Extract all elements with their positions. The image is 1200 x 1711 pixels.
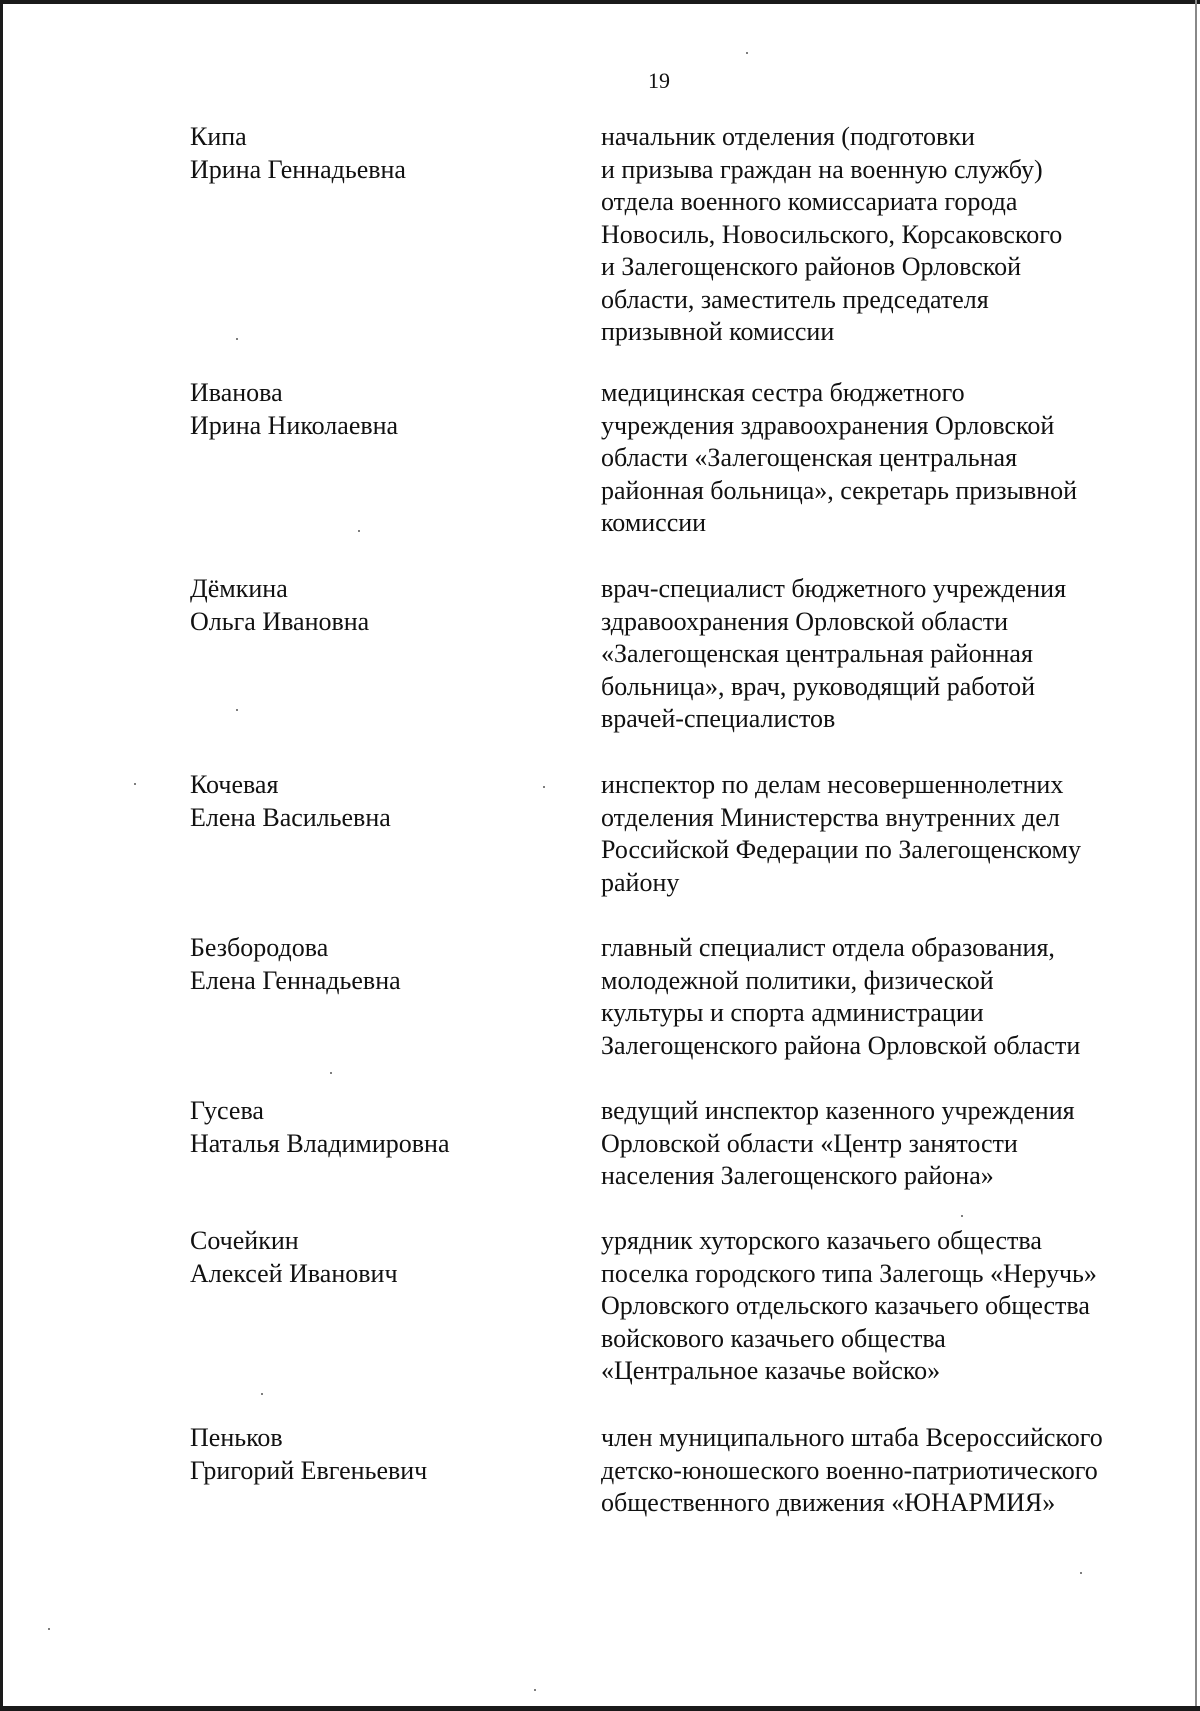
member-role	[601, 769, 1161, 899]
member-surname: Дёмкина	[190, 574, 288, 603]
role-line: главный специалист отдела образования,	[601, 933, 1055, 962]
scan-speck	[48, 1628, 50, 1630]
member-surname: Безбородова	[190, 933, 329, 962]
role-line: культуры и спорта администрации	[601, 998, 984, 1027]
scan-border-right	[1195, 0, 1197, 1711]
role-line: Российской Федерации по Залегощенскому	[601, 835, 1081, 864]
member-given-names: Ирина Геннадьевна	[190, 154, 406, 184]
role-line: Орловского отдельского казачьего общества	[601, 1291, 1090, 1320]
scan-speck	[134, 783, 136, 785]
role-line: районная больница», секретарь призывной	[601, 475, 1078, 505]
role-line: и призыва граждан на военную службу)	[601, 154, 1043, 184]
scan-speck	[961, 1215, 963, 1217]
role-line: области «Залегощенская центральная	[601, 443, 1018, 472]
role-line: врач-специалист бюджетного учреждения	[601, 574, 1067, 603]
member-given-names: Алексей Иванович	[190, 1258, 398, 1288]
member-name	[190, 1422, 570, 1487]
role-line: здравоохранения Орловской области	[601, 606, 1009, 636]
role-line: Новосиль, Новосильского, Корсаковского	[601, 219, 1063, 249]
scan-speck	[236, 709, 238, 711]
member-surname: Кипа	[190, 122, 247, 151]
member-name	[190, 932, 570, 997]
page-number: 19	[648, 68, 670, 93]
scan-speck	[236, 338, 238, 340]
role-line: области, заместитель председателя	[601, 284, 989, 314]
member-surname: Иванова	[190, 378, 283, 407]
role-line: призывной комиссии	[601, 317, 835, 346]
member-name	[190, 1225, 570, 1290]
role-line: району	[601, 867, 680, 897]
role-line: член муниципального штаба Всероссийского	[601, 1423, 1103, 1452]
member-given-names: Елена Васильевна	[190, 802, 391, 832]
scan-speck	[358, 530, 360, 532]
member-surname: Сочейкин	[190, 1226, 299, 1255]
member-given-names: Григорий Евгеньевич	[190, 1455, 428, 1485]
role-line: «Залегощенская центральная районная	[601, 639, 1033, 668]
scan-border-bottom	[0, 1706, 1200, 1711]
scan-border-top	[0, 0, 1200, 4]
role-line: урядник хуторского казачьего общества	[601, 1226, 1042, 1255]
role-line: Залегощенского района Орловской области	[601, 1030, 1081, 1060]
member-role	[601, 1225, 1161, 1388]
member-given-names: Наталья Владимировна	[190, 1128, 450, 1158]
member-role	[601, 932, 1161, 1062]
scan-speck	[261, 1393, 263, 1395]
member-role	[601, 573, 1161, 736]
role-line: комиссии	[601, 508, 707, 537]
role-line: учреждения здравоохранения Орловской	[601, 410, 1055, 440]
role-line: врачей-специалистов	[601, 704, 836, 733]
member-role	[601, 121, 1161, 349]
member-name	[190, 769, 570, 834]
scan-speck	[1080, 1572, 1082, 1574]
role-line: войскового казачьего общества	[601, 1323, 946, 1353]
role-line: отделения Министерства внутренних дел	[601, 802, 1060, 832]
member-name	[190, 573, 570, 638]
role-line: инспектор по делам несовершеннолетних	[601, 770, 1064, 799]
scan-speck	[534, 1689, 536, 1691]
member-name	[190, 121, 570, 186]
member-role	[601, 1422, 1161, 1520]
role-line: и Залегощенского районов Орловской	[601, 252, 1022, 281]
role-line: молодежной политики, физической	[601, 965, 994, 995]
role-line: «Центральное казачье войско»	[601, 1356, 941, 1385]
role-line: ведущий инспектор казенного учреждения	[601, 1096, 1075, 1125]
scan-speck	[543, 786, 545, 788]
role-line: больница», врач, руководящий работой	[601, 671, 1036, 701]
member-role	[601, 1095, 1161, 1193]
role-line: детско-юношеского военно-патриотического	[601, 1455, 1098, 1485]
member-role	[601, 377, 1161, 540]
role-line: населения Залегощенского района»	[601, 1161, 994, 1190]
member-given-names: Ольга Ивановна	[190, 606, 370, 636]
member-surname: Гусева	[190, 1096, 264, 1125]
role-line: начальник отделения (подготовки	[601, 122, 975, 151]
scan-border-left	[0, 0, 3, 1711]
member-name	[190, 1095, 570, 1160]
role-line: Орловской области «Центр занятости	[601, 1128, 1018, 1158]
member-surname: Кочевая	[190, 770, 279, 799]
scan-speck	[330, 1072, 332, 1074]
member-name	[190, 377, 570, 442]
member-surname: Пеньков	[190, 1423, 283, 1452]
scan-speck	[746, 52, 748, 54]
role-line: отдела военного комиссариата города	[601, 187, 1018, 216]
role-line: поселка городского типа Залегощь «Неручь»	[601, 1258, 1097, 1288]
role-line: общественного движения «ЮНАРМИЯ»	[601, 1488, 1056, 1517]
member-given-names: Ирина Николаевна	[190, 410, 399, 440]
member-given-names: Елена Геннадьевна	[190, 965, 401, 995]
role-line: медицинская сестра бюджетного	[601, 378, 965, 407]
